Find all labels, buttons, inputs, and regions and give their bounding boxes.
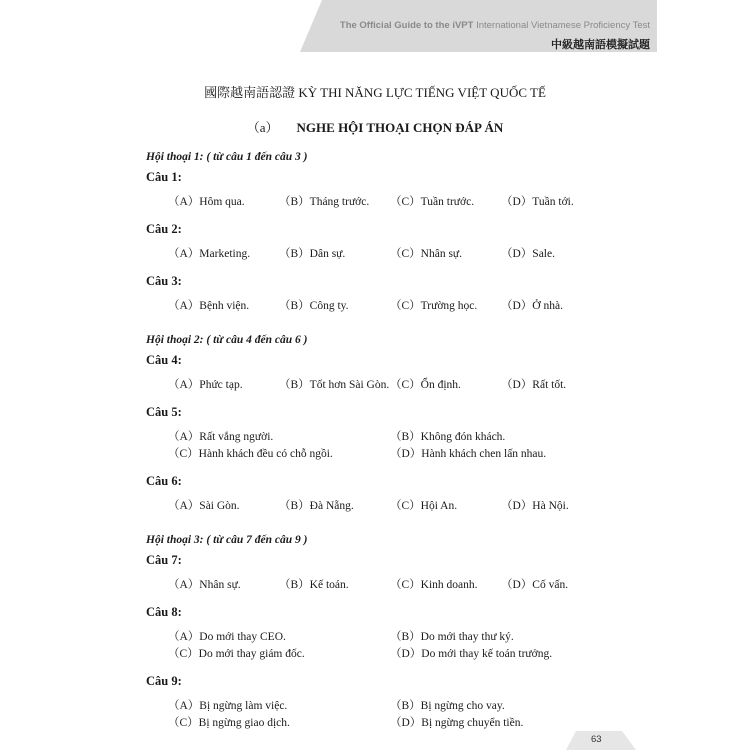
answer-option[interactable]: （C）Do mới thay giám đốc.	[168, 648, 305, 660]
answer-option[interactable]: （A）Bệnh viện.	[168, 300, 250, 312]
page-title	[0, 82, 750, 101]
answer-option[interactable]: （A）Nhân sự.	[168, 579, 241, 591]
answer-option[interactable]: （C）Tuần trước.	[390, 196, 475, 208]
answer-option[interactable]: （A）Rất vắng người.	[168, 431, 274, 443]
answer-option[interactable]: （A）Phức tạp.	[168, 379, 243, 391]
answer-option[interactable]: （B）Do mới thay thư ký.	[390, 631, 514, 643]
book-title-bold: The Official Guide to the iVPT	[339, 20, 474, 31]
section-title	[0, 117, 750, 136]
answer-option[interactable]: （D）Do mới thay kế toán trưởng.	[390, 648, 553, 660]
answer-option[interactable]: （B）Không đón khách.	[390, 431, 506, 443]
answer-option[interactable]: （C）Trường học.	[390, 300, 478, 312]
answer-option[interactable]: （D）Sale.	[501, 248, 555, 260]
book-subtitle: 中級越南語模擬試題	[551, 38, 650, 51]
answer-option[interactable]: （A）Sài Gòn.	[168, 500, 240, 512]
answer-option[interactable]: （B）Đà Nẵng.	[279, 500, 354, 512]
book-title	[340, 20, 650, 31]
section-heading: NGHE HỘI THOẠI CHỌN ĐÁP ÁN	[296, 120, 504, 135]
answer-option[interactable]: （C）Bị ngừng giao dịch.	[168, 717, 290, 729]
answer-option[interactable]: （C）Nhân sự.	[390, 248, 463, 260]
answer-option[interactable]: （D）Bị ngừng chuyển tiền.	[390, 717, 524, 729]
answer-option[interactable]: （D）Cố vấn.	[501, 579, 569, 591]
question-label: Câu 2:	[146, 222, 182, 236]
question-label: Câu 7:	[146, 553, 182, 567]
dialog-heading: Hội thoại 3: ( từ câu 7 đến câu 9 )	[146, 534, 308, 546]
answer-option[interactable]: （B）Bị ngừng cho vay.	[390, 700, 505, 712]
answer-option[interactable]: （A）Bị ngừng làm việc.	[168, 700, 288, 712]
answer-option[interactable]: （D）Tuần tới.	[501, 196, 574, 208]
answer-option[interactable]: （B）Dân sự.	[279, 248, 346, 260]
section-letter: （a）	[246, 120, 279, 135]
page-title-cn: 國際越南語認證	[204, 85, 296, 100]
question-label: Câu 3:	[146, 274, 182, 288]
question-label: Câu 4:	[146, 353, 182, 367]
answer-option[interactable]: （B）Tháng trước.	[279, 196, 370, 208]
answer-option[interactable]: （D）Hành khách chen lấn nhau.	[390, 448, 547, 460]
page-title-vn: KỲ THI NĂNG LỰC TIẾNG VIỆT QUỐC TẾ	[298, 85, 546, 100]
answer-option[interactable]: （D）Ở nhà.	[501, 300, 563, 312]
answer-option[interactable]: （A）Marketing.	[168, 248, 251, 260]
answer-option[interactable]: （B）Tốt hơn Sài Gòn.	[279, 379, 390, 391]
question-label: Câu 5:	[146, 405, 182, 419]
answer-option[interactable]: （D）Hà Nội.	[501, 500, 569, 512]
question-label: Câu 6:	[146, 474, 182, 488]
answer-option[interactable]: （C）Ổn định.	[390, 379, 461, 391]
page-number: 63	[591, 734, 602, 745]
answer-option[interactable]: （B）Công ty.	[279, 300, 349, 312]
answer-option[interactable]: （C）Kinh doanh.	[390, 579, 478, 591]
answer-option[interactable]: （A）Do mới thay CEO.	[168, 631, 286, 643]
book-title-rest: International Vietnamese Proficiency Test	[473, 20, 650, 31]
question-label: Câu 8:	[146, 605, 182, 619]
answer-option[interactable]: （A）Hôm qua.	[168, 196, 245, 208]
dialog-heading: Hội thoại 2: ( từ câu 4 đến câu 6 )	[146, 334, 308, 346]
answer-option[interactable]: （D）Rất tốt.	[501, 379, 567, 391]
question-label: Câu 1:	[146, 170, 182, 184]
answer-option[interactable]: （C）Hội An.	[390, 500, 458, 512]
answer-option[interactable]: （C）Hành khách đều có chỗ ngồi.	[168, 448, 333, 460]
answer-option[interactable]: （B）Kế toán.	[279, 579, 349, 591]
question-label: Câu 9:	[146, 674, 182, 688]
dialog-heading: Hội thoại 1: ( từ câu 1 đến câu 3 )	[146, 151, 308, 163]
